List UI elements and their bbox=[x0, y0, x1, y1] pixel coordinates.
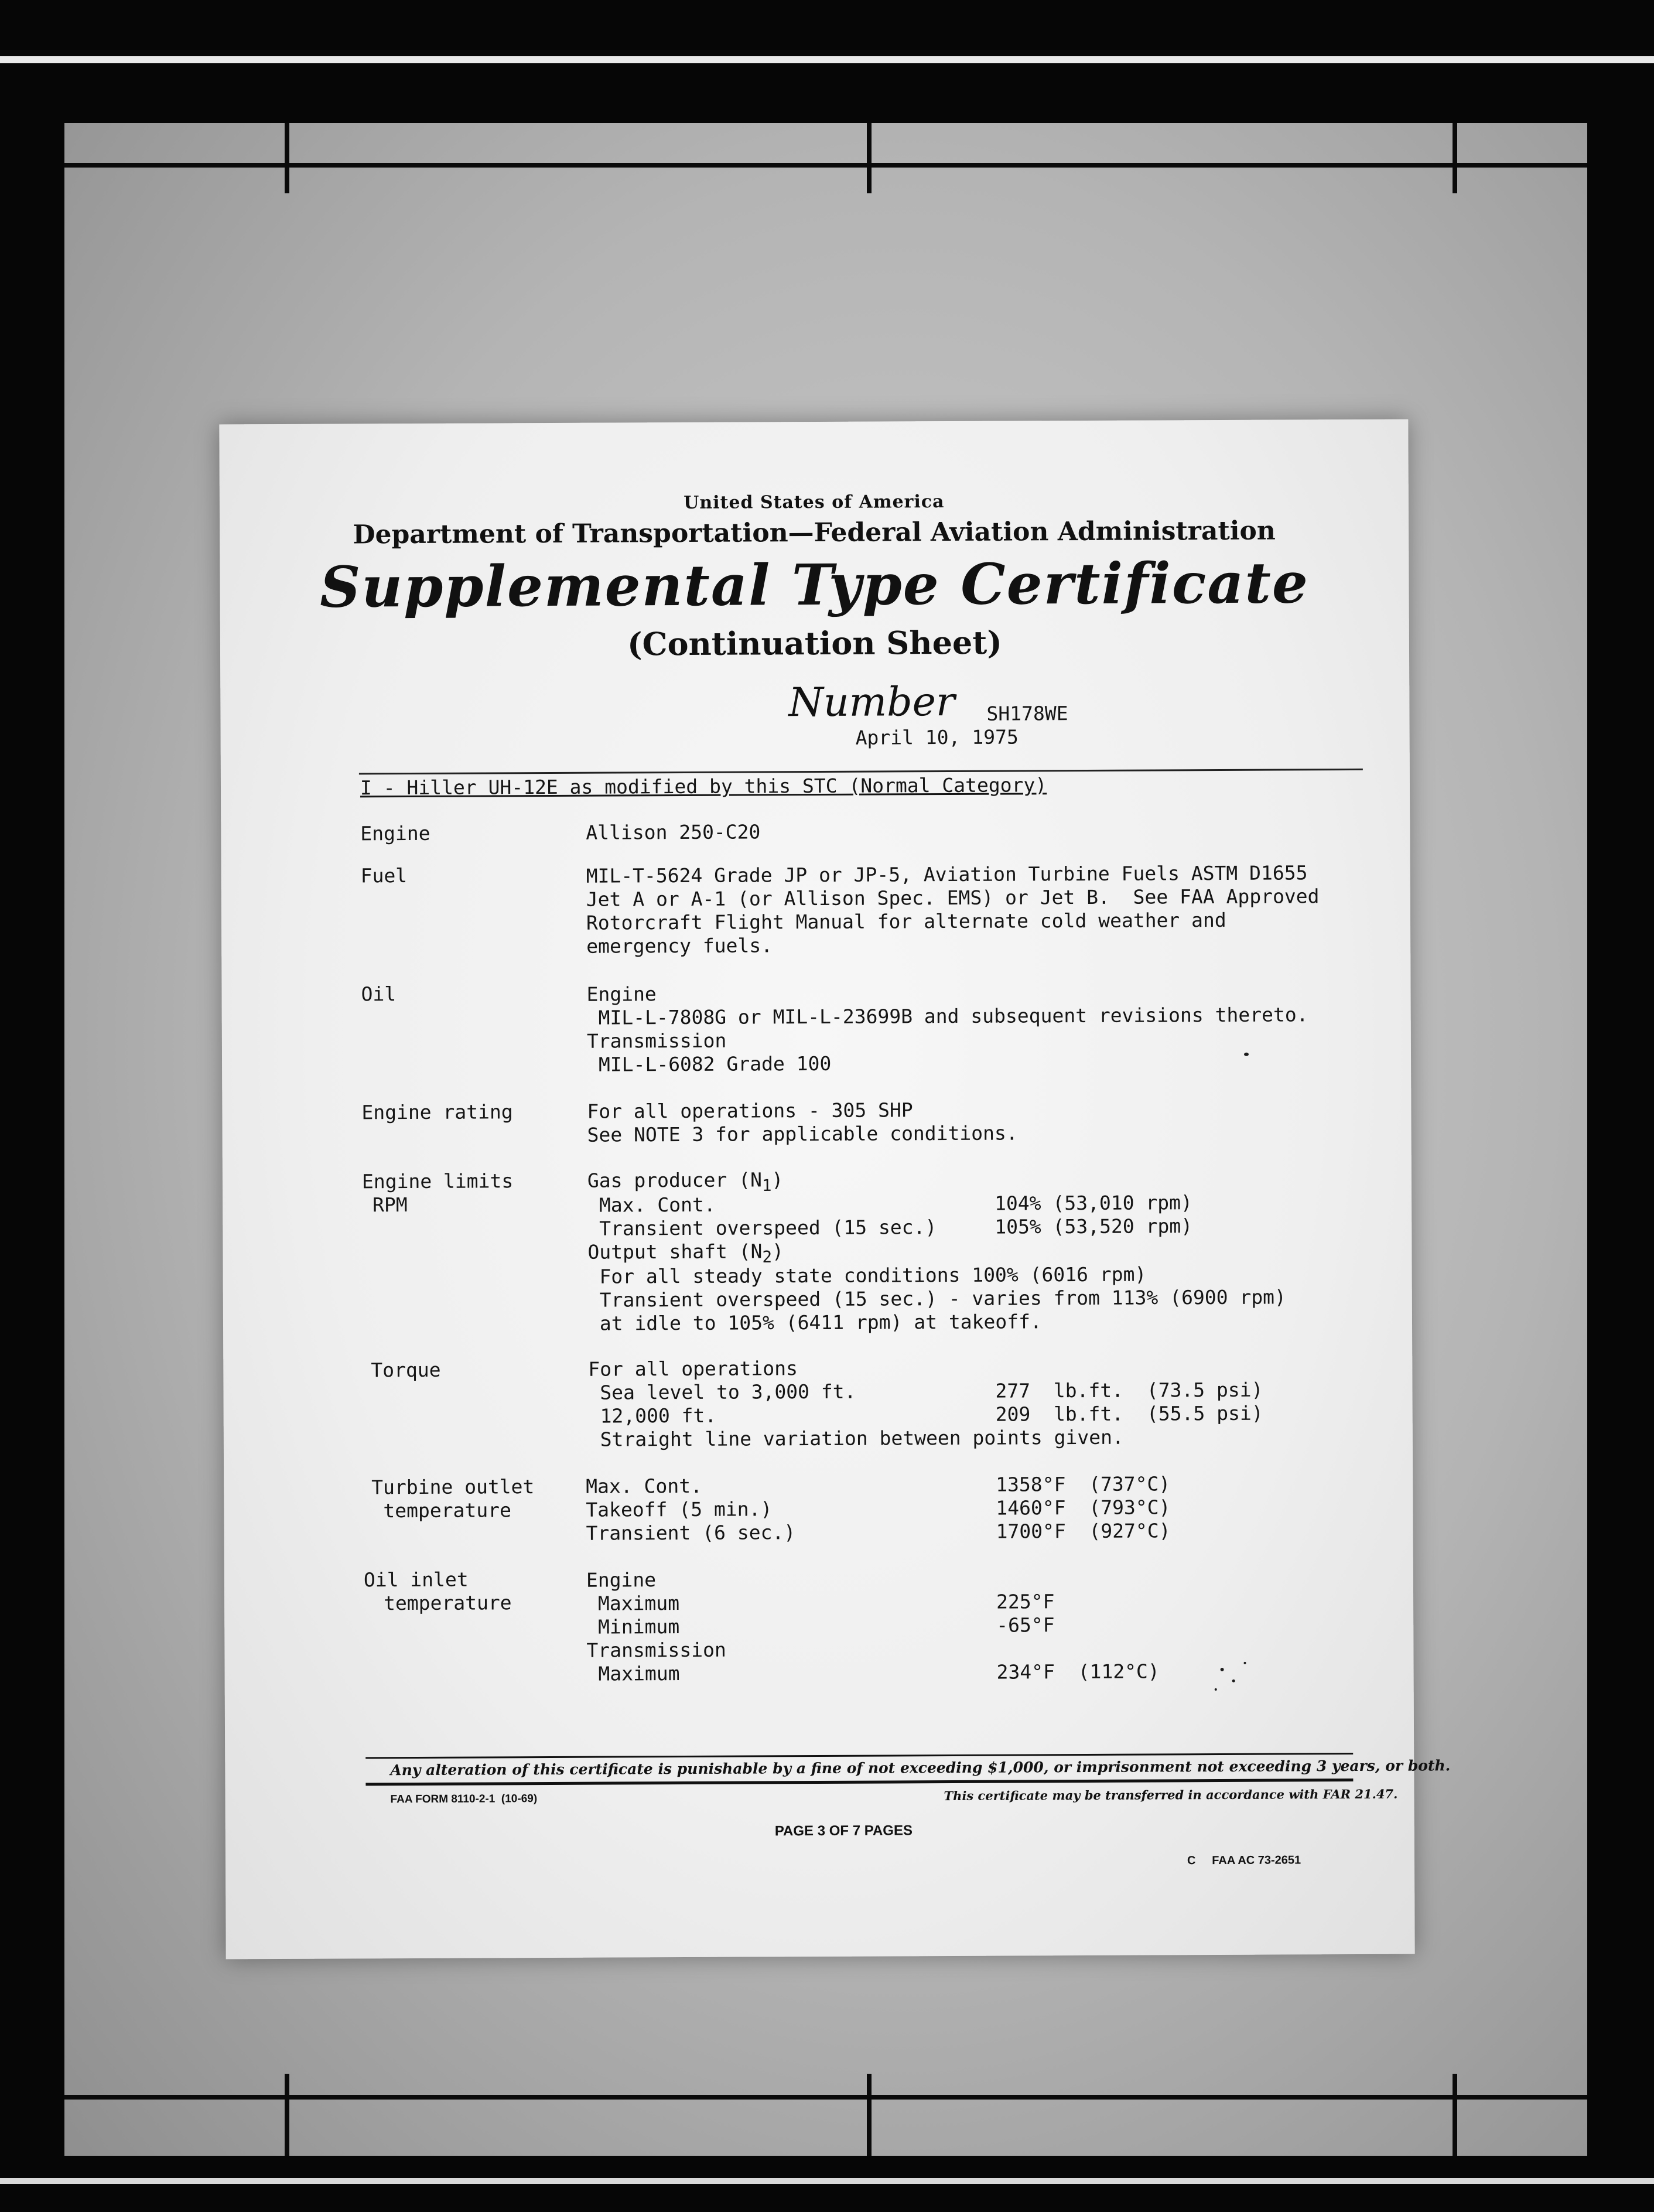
board-line bbox=[867, 123, 872, 193]
footer-form-number: FAA FORM 8110-2-1 (10-69) bbox=[390, 1793, 538, 1806]
dust-speck bbox=[1232, 1680, 1235, 1682]
label-temperature: temperature bbox=[383, 1591, 512, 1615]
board-line bbox=[64, 163, 1587, 168]
film-edge-top bbox=[0, 56, 1654, 63]
certificate-title: Supplemental Type Certificate bbox=[319, 549, 1310, 620]
label-fuel: Fuel bbox=[360, 864, 408, 887]
output-shaft-subscript: 2 bbox=[762, 1247, 773, 1267]
oil-inlet-maximum-label: Maximum bbox=[586, 1592, 680, 1615]
footer-page-number: PAGE 3 OF 7 PAGES bbox=[774, 1822, 913, 1839]
board-line bbox=[1453, 2074, 1457, 2156]
oil-line: Transmission bbox=[586, 1029, 727, 1053]
output-shaft-text: Output shaft (N bbox=[587, 1240, 763, 1264]
oil-inlet-maximum-value: 225°F bbox=[996, 1590, 1055, 1613]
footer-transfer-note: This certificate may be transferred in accordance with FAR 21.47. bbox=[944, 1786, 1398, 1804]
oil-inlet-engine: Engine bbox=[586, 1568, 657, 1592]
certificate-date: April 10, 1975 bbox=[855, 725, 1019, 749]
oil-inlet-trans-maximum-label: Maximum bbox=[586, 1662, 680, 1685]
torque-altitude-label: 12,000 ft. bbox=[588, 1404, 717, 1428]
label-temperature: temperature bbox=[383, 1498, 512, 1523]
dust-speck bbox=[1244, 1053, 1249, 1056]
dust-speck bbox=[1221, 1668, 1224, 1671]
dust-speck bbox=[1215, 1688, 1217, 1691]
fuel-line: MIL-T-5624 Grade JP or JP-5, Aviation Turbine Fuels ASTM D1655 bbox=[586, 861, 1308, 887]
max-cont-label: Max. Cont. bbox=[587, 1193, 716, 1217]
torque-sea-level-label: Sea level to 3,000 ft. bbox=[588, 1380, 856, 1404]
header-department: Department of Transportation—Federal Aviation Administration bbox=[353, 516, 1276, 550]
oil-inlet-minimum-value: -65°F bbox=[996, 1613, 1055, 1637]
torque-sea-level-value: 277 lb.ft. (73.5 psi) bbox=[995, 1378, 1263, 1402]
value-engine: Allison 250-C20 bbox=[586, 820, 761, 844]
oil-inlet-transmission: Transmission bbox=[586, 1638, 726, 1662]
film-edge-bottom bbox=[0, 2178, 1654, 2184]
label-torque: Torque bbox=[371, 1358, 441, 1382]
label-engine-rating: Engine rating bbox=[361, 1100, 513, 1124]
transient-value: 105% (53,520 rpm) bbox=[995, 1214, 1193, 1238]
fuel-line: Rotorcraft Flight Manual for alternate cold weather and bbox=[586, 908, 1226, 934]
label-oil-inlet: Oil inlet bbox=[363, 1568, 469, 1592]
turbine-row-value: 1460°F (793°C) bbox=[996, 1496, 1171, 1520]
max-cont-value: 104% (53,010 rpm) bbox=[995, 1191, 1192, 1215]
label-turbine-outlet: Turbine outlet bbox=[371, 1475, 535, 1499]
board-line bbox=[285, 2074, 289, 2156]
transient-label: Transient overspeed (15 sec.) bbox=[587, 1216, 937, 1240]
transient-overspeed-line: Transient overspeed (15 sec.) - varies from 113% (6900 rpm) bbox=[587, 1285, 1286, 1312]
engine-rating-line: For all operations - 305 SHP bbox=[587, 1098, 913, 1123]
board-line bbox=[285, 123, 289, 193]
fuel-line: emergency fuels. bbox=[586, 934, 773, 958]
certificate-sheet bbox=[219, 419, 1451, 1960]
turbine-row-value: 1358°F (737°C) bbox=[996, 1472, 1171, 1496]
section-title: I - Hiller UH-12E as modified by this STC (Normal Category) bbox=[360, 773, 1047, 800]
turbine-row-label: Takeoff (5 min.) bbox=[586, 1497, 773, 1521]
gas-producer-text: Gas producer (N bbox=[587, 1168, 763, 1192]
board-line bbox=[867, 2074, 872, 2156]
board-line bbox=[1453, 123, 1457, 193]
label-rpm: RPM bbox=[373, 1193, 408, 1217]
footer-warning: Any alteration of this certificate is punishable by a fine of not exceeding $1,000, or imprisonment not exceeding 3 years, or both. bbox=[390, 1757, 1451, 1779]
oil-line: MIL-L-6082 Grade 100 bbox=[586, 1052, 832, 1076]
torque-line: Straight line variation between points given. bbox=[588, 1425, 1124, 1451]
label-engine: Engine bbox=[360, 821, 430, 845]
gas-producer: Gas producer $(N_1)$ bbox=[587, 1168, 784, 1196]
label-oil: Oil bbox=[361, 982, 397, 1006]
fuel-line: Jet A or A-1 (or Allison Spec. EMS) or Jet B. See FAA Approved bbox=[586, 885, 1320, 911]
dust-speck bbox=[1244, 1662, 1246, 1664]
oil-inlet-trans-maximum-value: 234°F (112°C) bbox=[996, 1660, 1160, 1684]
transient-overspeed-line: at idle to 105% (6411 rpm) at takeoff. bbox=[587, 1310, 1042, 1335]
torque-line: For all operations bbox=[588, 1357, 798, 1381]
footer-code: C FAA AC 73-2651 bbox=[1187, 1853, 1301, 1868]
certificate-number: SH178WE bbox=[986, 702, 1068, 725]
turbine-row-label: Transient (6 sec.) bbox=[586, 1521, 796, 1545]
oil-inlet-minimum-label: Minimum bbox=[586, 1615, 680, 1638]
footer-rule-bottom bbox=[365, 1779, 1353, 1786]
torque-altitude-value: 209 lb.ft. (55.5 psi) bbox=[995, 1401, 1263, 1426]
label-engine-limits: Engine limits bbox=[361, 1169, 514, 1193]
gas-producer-subscript: 1 bbox=[761, 1176, 772, 1196]
board-line bbox=[64, 2095, 1587, 2100]
turbine-row-value: 1700°F (927°C) bbox=[996, 1519, 1171, 1543]
steady-state-line: For all steady state conditions 100% (6016 rpm) bbox=[587, 1262, 1147, 1288]
certificate-subtitle: (Continuation Sheet) bbox=[627, 623, 1002, 663]
header-country: United States of America bbox=[684, 491, 945, 513]
output-shaft: Output shaft $(N_2)$ bbox=[587, 1240, 784, 1267]
turbine-row-label: Max. Cont. bbox=[586, 1474, 702, 1498]
engine-rating-line: See NOTE 3 for applicable conditions. bbox=[587, 1121, 1018, 1146]
oil-line: MIL-L-7808G or MIL-L-23699B and subsequent revisions thereto. bbox=[586, 1003, 1308, 1029]
number-label: Number bbox=[788, 678, 955, 726]
oil-line: Engine bbox=[586, 982, 657, 1006]
